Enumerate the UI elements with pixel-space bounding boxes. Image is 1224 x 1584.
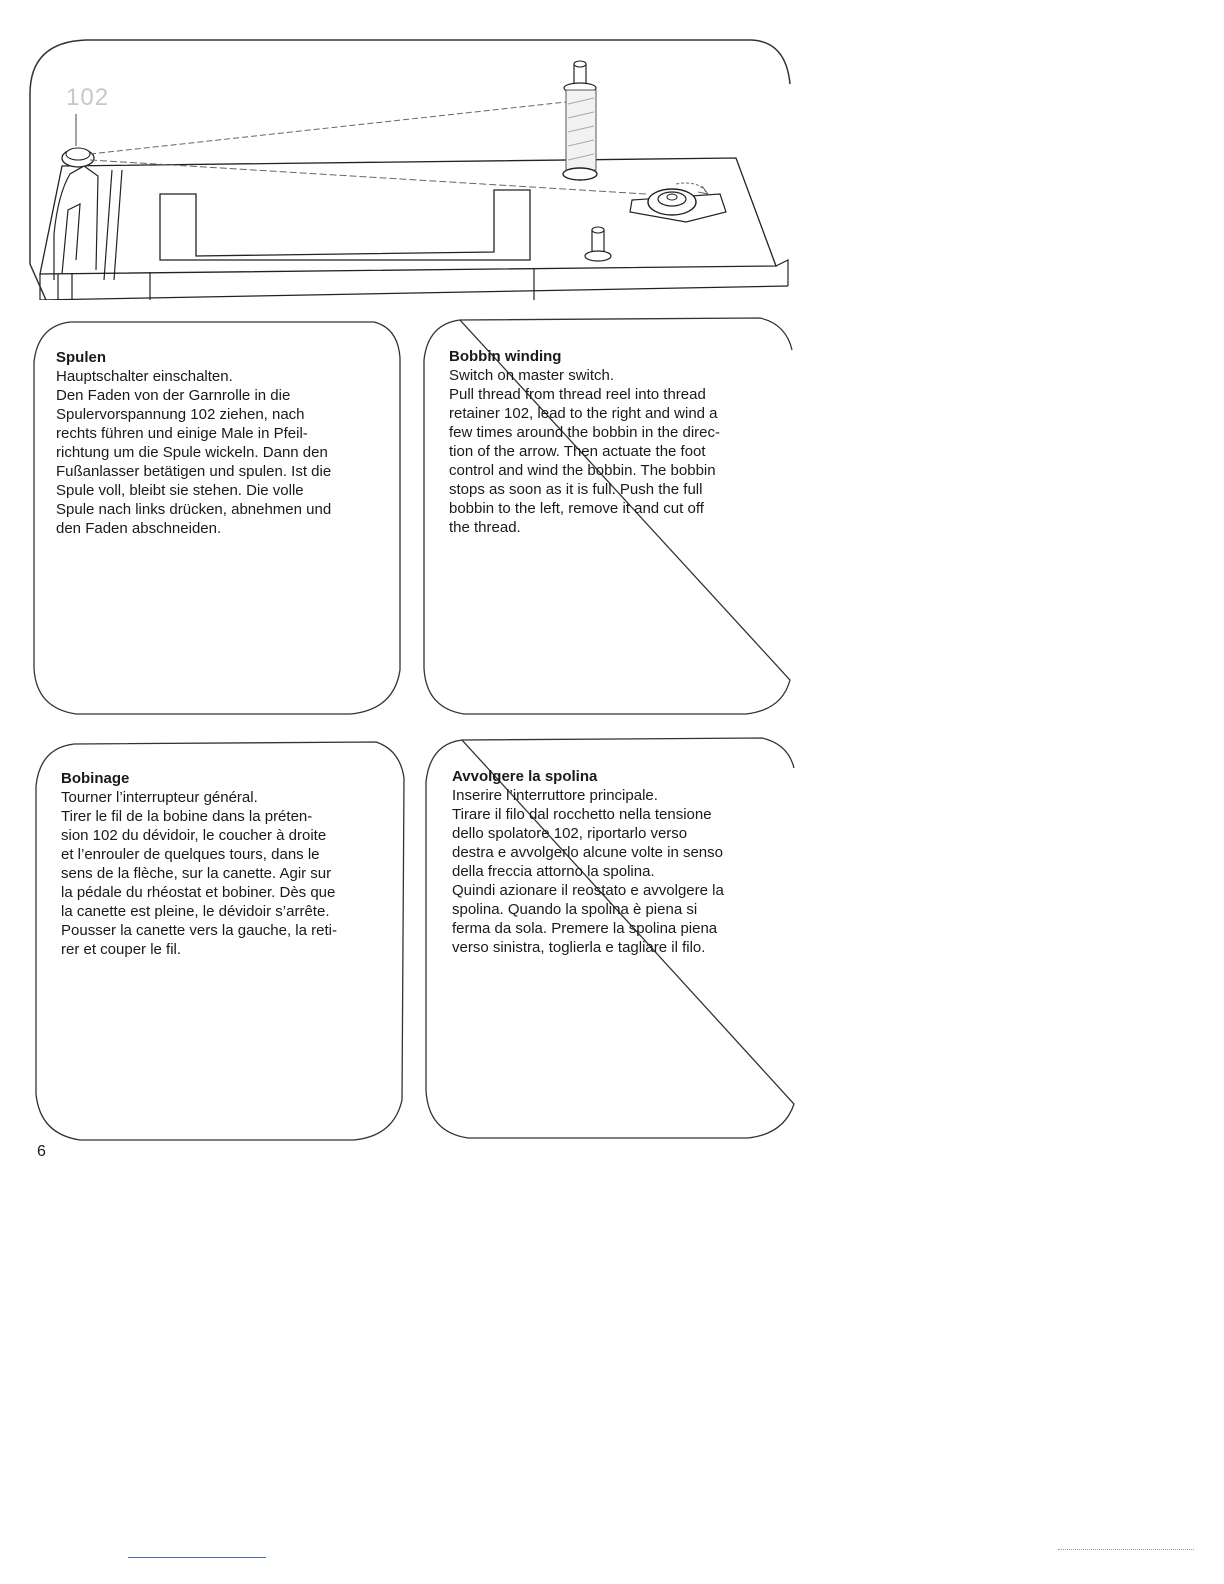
footer-rule-left <box>128 1557 266 1558</box>
section-body-en <box>449 366 789 537</box>
page-number: 6 <box>37 1143 46 1160</box>
section-title-it: Avvolgere la spolina <box>452 768 598 785</box>
section-body-de <box>56 367 396 538</box>
body-line: spolina. Quando la spolina è piena si <box>452 901 698 918</box>
body-line: the thread. <box>449 519 521 536</box>
body-line: retainer 102, lead to the right and wind a <box>449 405 718 422</box>
body-line: Pousser la canette vers la gauche, la reti- <box>61 922 337 939</box>
panel-french <box>32 738 408 1144</box>
body-line: della freccia attorno la spolina. <box>452 863 655 880</box>
panel-german <box>30 318 404 720</box>
body-line: et l’enrouler de quelques tours, dans le <box>61 846 320 863</box>
body-line: Fußanlasser betätigen und spulen. Ist die <box>56 463 332 480</box>
footer-rule-right <box>1058 1549 1194 1550</box>
section-title-fr: Bobinage <box>61 770 130 787</box>
body-line: Tirer le fil de la bobine dans la préten- <box>61 808 313 825</box>
body-line: destra e avvolgerlo alcune volte in senso <box>452 844 723 861</box>
body-line: dello spolatore 102, riportarlo verso <box>452 825 688 842</box>
body-line: Den Faden von der Garnrolle in die <box>56 387 291 404</box>
section-title-de: Spulen <box>56 349 107 366</box>
body-line: few times around the bobbin in the direc- <box>449 424 720 441</box>
body-line: la pédale du rhéostat et bobiner. Dès que <box>61 884 336 901</box>
body-line: tion of the arrow. Then actuate the foot <box>449 443 706 460</box>
body-line: la canette est pleine, le dévidoir s’arrête. <box>61 903 330 920</box>
body-line: Switch on master switch. <box>449 367 615 384</box>
body-line: control and wind the bobbin. The bobbin <box>449 462 716 479</box>
body-line: den Faden abschneiden. <box>56 520 222 537</box>
body-line: sens de la flèche, sur la canette. Agir sur <box>61 865 332 882</box>
panel-italian <box>422 734 798 1140</box>
body-line: verso sinistra, toglierla e tagliare il filo. <box>452 939 706 956</box>
bobbin-winding-illustration <box>26 34 792 300</box>
body-line: Tourner l’interrupteur général. <box>61 789 258 806</box>
body-line: Hauptschalter einschalten. <box>56 368 233 385</box>
callout-label-102: 102 <box>66 84 110 111</box>
sewing-machine-top-drawing <box>26 34 792 300</box>
body-line: Tirare il filo dal rocchetto nella tensione <box>452 806 712 823</box>
body-line: stops as soon as it is full. Push the full <box>449 481 703 498</box>
body-line: richtung um die Spule wickeln. Dann den <box>56 444 328 461</box>
body-line: Spule voll, bleibt sie stehen. Die volle <box>56 482 304 499</box>
body-line: Spule nach links drücken, abnehmen und <box>56 501 332 518</box>
body-line: Pull thread from thread reel into thread <box>449 386 706 403</box>
body-line: rechts führen und einige Male in Pfeil- <box>56 425 308 442</box>
body-line: ferma da sola. Premere la spolina piena <box>452 920 718 937</box>
body-line: Spulervorspannung 102 ziehen, nach <box>56 406 305 423</box>
section-body-fr <box>61 788 405 959</box>
body-line: rer et couper le fil. <box>61 941 182 958</box>
section-body-it <box>452 786 794 957</box>
body-line: Inserire l’interruttore principale. <box>452 787 658 804</box>
body-line: bobbin to the left, remove it and cut off <box>449 500 704 517</box>
body-line: sion 102 du dévidoir, le coucher à droite <box>61 827 327 844</box>
body-line: Quindi azionare il reostato e avvolgere la <box>452 882 724 899</box>
section-title-en: Bobbin winding <box>449 348 562 365</box>
panel-english <box>420 314 796 720</box>
